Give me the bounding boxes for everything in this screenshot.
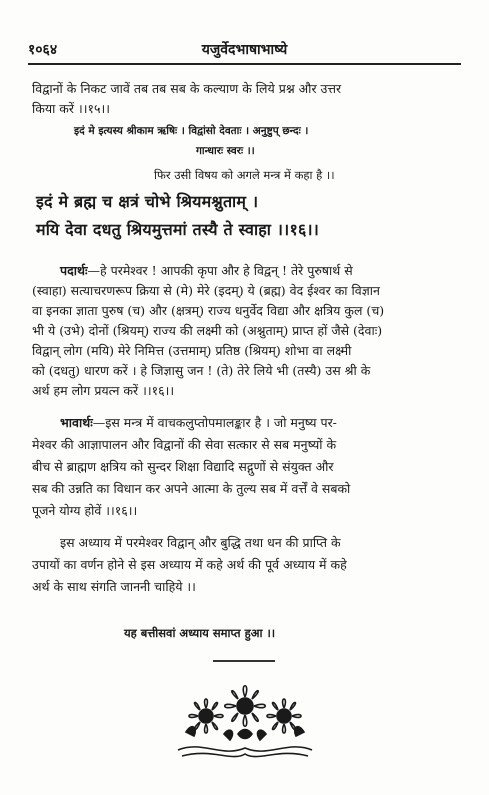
mantra-meta-line-1: इदं मे इत्यस्य श्रीकाम ऋषिः । विद्वांसो देवताः । अनुष्टुप् छन्दः । [74,125,309,137]
bhavartha-line-3: बीच से ब्राह्मण क्षत्रिय को सुन्दर शिक्षा विद्यादि सद्गुणों से संयुक्त और [32,459,334,474]
padartha-line-3: वा इनका ज्ञाता पुरुष (च) और (क्षत्रम्) राज्य धनुर्वेद विद्या और क्षत्रिय कुल (च) [32,303,385,318]
prev-para-line-2: किया करें ।।१५।। [32,101,110,116]
padartha-label: पदार्थः [60,263,88,278]
padartha-line-2: (स्वाहा) सत्याचरणरूप क्रिया से (मे) मेरे (इदम्) ये (ब्रह्म) वेद ईश्वर का विज्ञान [32,283,380,298]
header-rule [28,63,461,65]
padartha-line-6: को (दधतु) धारण करें । हे जिज्ञासु जन ! (ते) तेरे लिये भी (तस्यै) उस श्री के [32,363,371,378]
colophon-rule [213,660,275,662]
mantra-line-2: मयि देवा दधतु श्रियमुत्तमां तस्यै ते स्वाहा ।।१६।। [36,220,320,239]
chapter-colophon: यह बत्तीसवां अध्याय समाप्त हुआ ।। [124,626,276,640]
mantra-line-1: इदं मे ब्रह्म च क्षत्रं चोभे श्रियमश्नुताम् । [36,192,259,211]
padartha-line-5: विद्वान् लोग (मयि) मेरे निमित्त (उत्तमाम्) प्रतिष्ठ (श्रियम्) शोभा वा लक्ष्मी [32,343,352,358]
mantra-intro: फिर उसी विषय को अगले मन्त्र में कहा है ।। [154,168,335,182]
padartha-line-4: भी ये (उभे) दोनों (श्रियम्) राज्य की लक्ष्मी को (अश्नुताम्) प्राप्त हों जैसे (देवाः) [32,323,383,338]
padartha-text-1: —हे परमेश्वर ! आपकी कृपा और हे विद्वन् ! तेरे पुरुषार्थ से [87,263,353,278]
prev-para-line-1: विद्वानों के निकट जावें तब तब सब के कल्याण के लिये प्रश्न और उत्तर [32,81,342,96]
bhavartha-line-4: सब की उन्नति का विधान कर अपने आत्मा के तुल्य सब में वर्त्तें वे सबको [32,481,351,496]
bhavartha-line-2: मेश्वर की आज्ञापालन और विद्वानों की सेवा सत्कार से सब मनुष्यों के [32,437,337,452]
bhavartha-line-1 [60,414,337,431]
running-title: यजुर्वेदभाषाभाष्ये [201,42,288,58]
padartha-line-1 [60,262,353,279]
bhavartha-text-1: —इस मन्त्र में वाचकलुप्तोपमालङ्कार है । जो मनुष्य पर- [92,415,337,430]
summary-line-1: इस अध्याय में परमेश्वर विद्वान् और बुद्धि तथा धन की प्राप्ति के [60,535,341,550]
mantra-meta-line-2: गान्धारः स्वरः ।। [196,145,255,157]
padartha-line-7: अर्थ हम लोग प्रयत्न करें ।।१६।। [32,383,175,398]
page-number: १०६४ [28,42,58,58]
page-header [28,40,461,62]
bhavartha-line-5: पूजने योग्य होवें ।।१६।। [32,503,138,518]
summary-line-2: उपायों का वर्णन होने से इस अध्याय में कहे अर्थ की पूर्व अध्याय में कहे [32,557,347,572]
floral-ornament-icon [172,670,318,762]
bhavartha-label: भावार्थः [60,415,93,430]
summary-line-3: अर्थ के साथ संगति जाननी चाहिये ।। [32,579,196,594]
